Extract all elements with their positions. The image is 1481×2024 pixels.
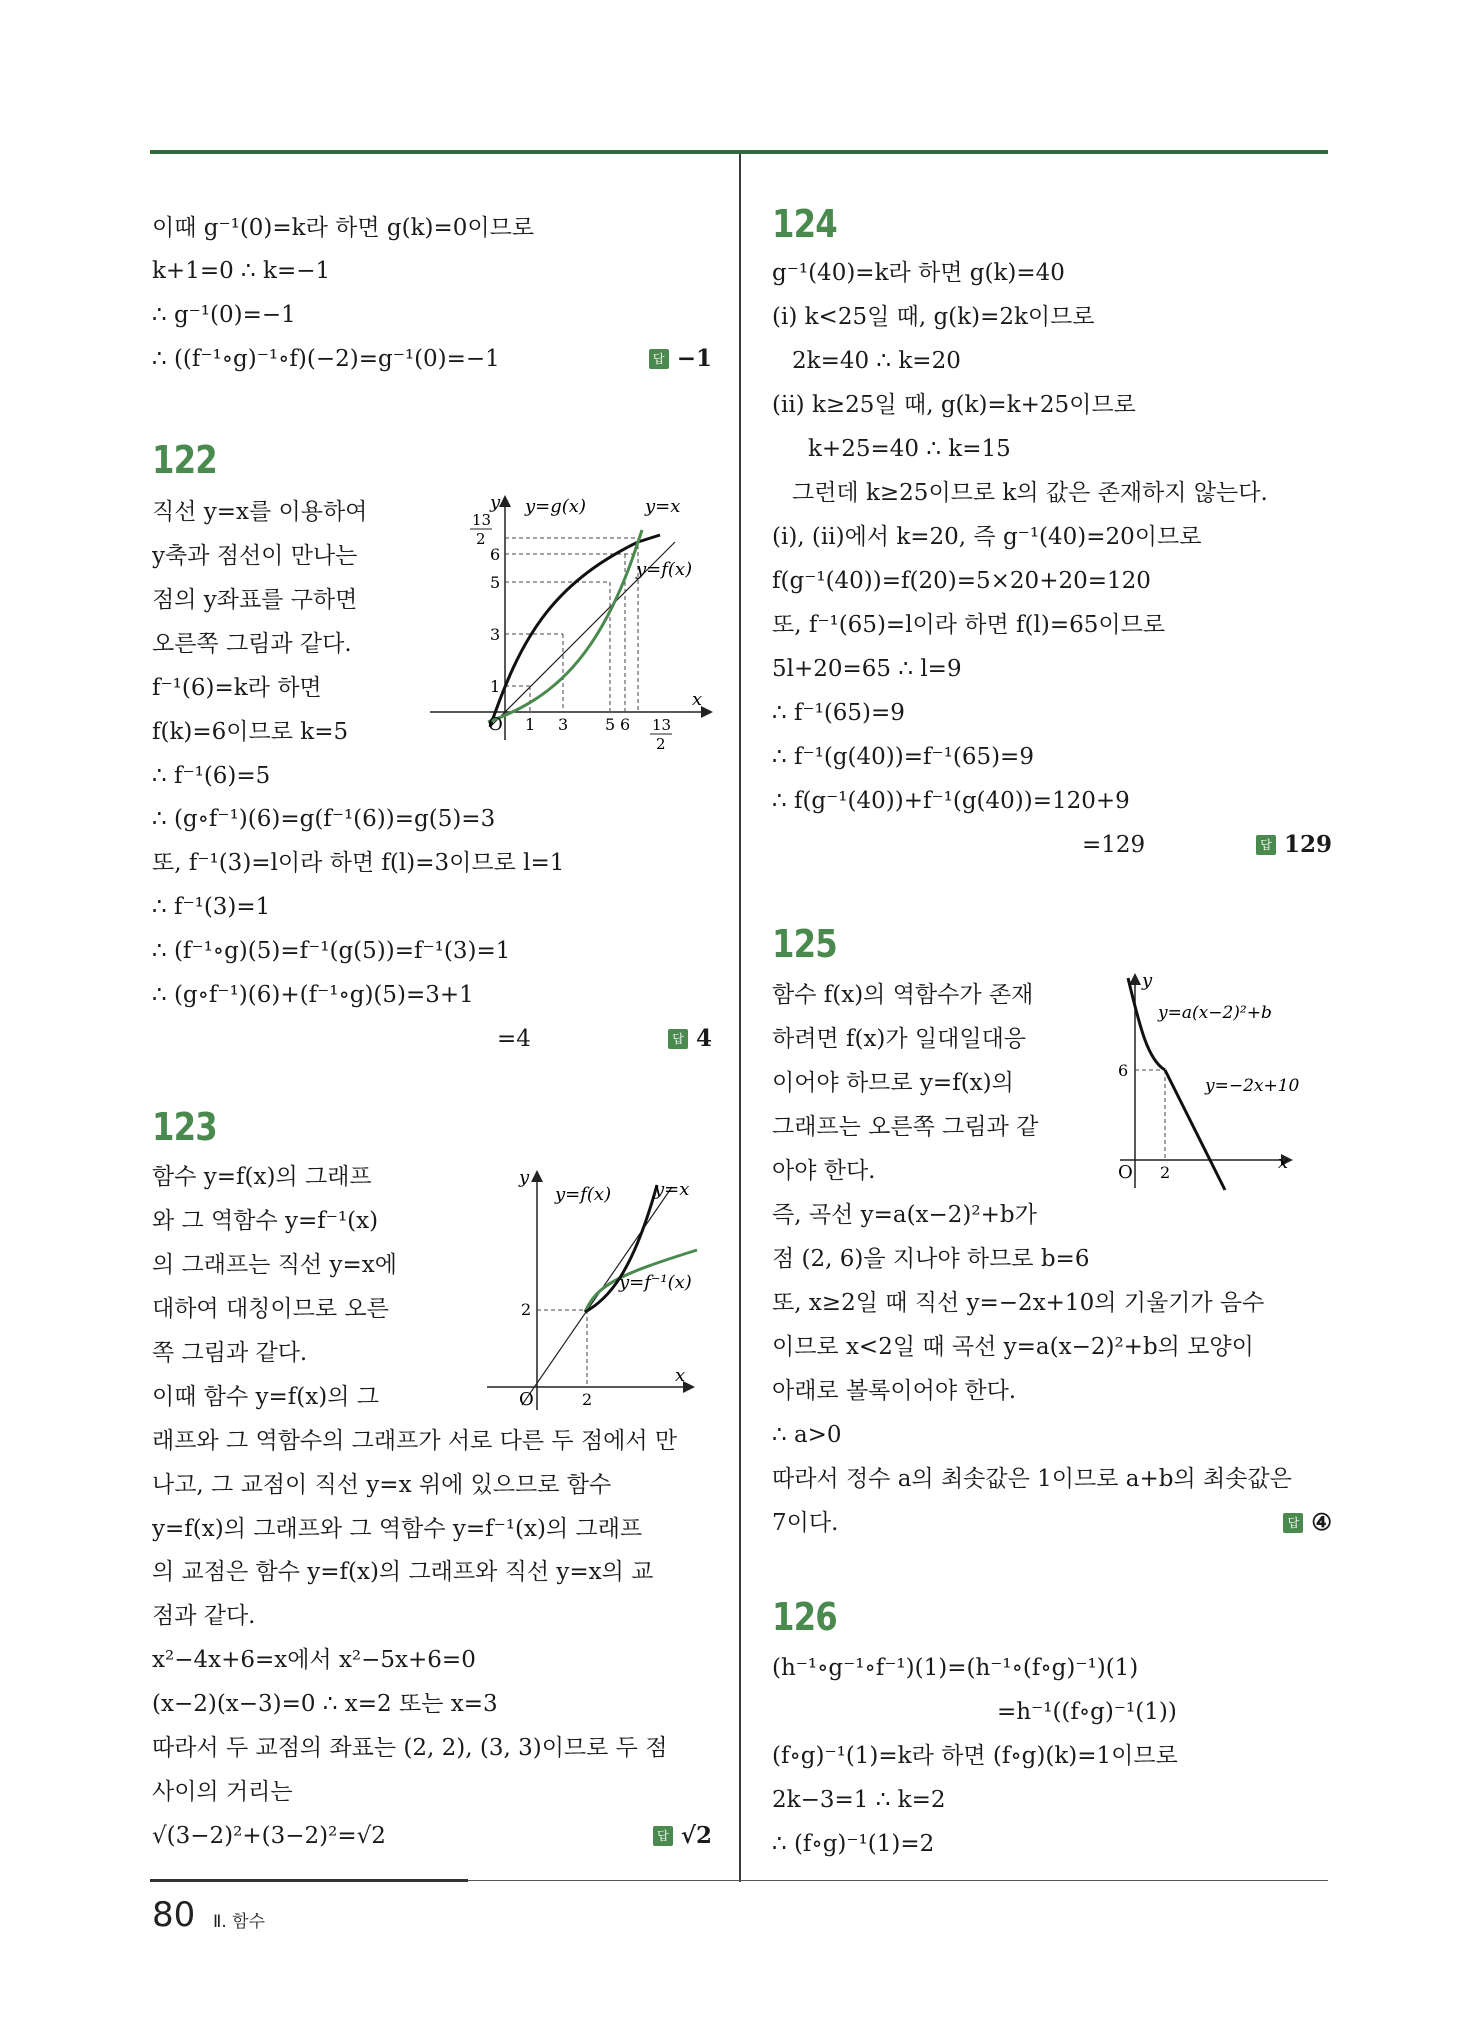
origin-label: O bbox=[519, 1389, 534, 1410]
graph-125 bbox=[1090, 968, 1330, 1203]
text-line: 아야 한다. bbox=[772, 1158, 876, 1184]
curve-g bbox=[490, 535, 660, 727]
svg-text:13: 13 bbox=[652, 716, 672, 734]
text-line: 점의 y좌표를 구하면 bbox=[152, 587, 358, 613]
answer-icon: 답 bbox=[668, 1029, 688, 1049]
y-axis-label: y bbox=[1142, 970, 1153, 991]
text-line: ∴ (f⁻¹∘g)(5)=f⁻¹(g(5))=f⁻¹(3)=1 bbox=[152, 938, 511, 964]
text-line: 함수 y=f(x)의 그래프 bbox=[152, 1164, 372, 1190]
answer-value: 4 bbox=[695, 1025, 712, 1052]
y-tick-2: 2 bbox=[521, 1300, 532, 1319]
text-line: 이때 함수 y=f(x)의 그 bbox=[152, 1384, 379, 1410]
text-line: 2k−3=1 ∴ k=2 bbox=[772, 1787, 946, 1813]
problem-number: 126 bbox=[772, 1595, 837, 1639]
text-line: ∴ f(g⁻¹(40))+f⁻¹(g(40))=120+9 bbox=[772, 788, 1130, 814]
y-axis-label: y bbox=[490, 492, 501, 513]
text-line: y축과 점선이 만나는 bbox=[152, 543, 358, 569]
curve-f bbox=[488, 530, 642, 722]
graph-123 bbox=[447, 1165, 717, 1415]
text-line: x²−4x+6=x에서 x²−5x+6=0 bbox=[152, 1647, 476, 1673]
y-tick-5: 5 bbox=[490, 573, 501, 592]
label-g: y=g(x) bbox=[525, 496, 586, 517]
y-axis-label: y bbox=[519, 1167, 530, 1188]
x-tick-5: 5 bbox=[605, 715, 616, 734]
x-tick-2: 2 bbox=[1160, 1163, 1171, 1182]
text-line: 이때 g⁻¹(0)=k라 하면 g(k)=0이므로 bbox=[152, 215, 535, 241]
text-line: ∴ a>0 bbox=[772, 1422, 842, 1448]
answer-icon: 답 bbox=[649, 349, 669, 369]
line-y-equals-x bbox=[522, 1187, 672, 1405]
text-line: 나고, 그 교점이 직선 y=x 위에 있으므로 함수 bbox=[152, 1472, 612, 1498]
y-tick-1: 1 bbox=[490, 677, 501, 696]
origin-label: O bbox=[1118, 1162, 1133, 1183]
chapter-label: Ⅱ. 함수 bbox=[213, 1912, 266, 1932]
text-line: 이어야 하므로 y=f(x)의 bbox=[772, 1070, 1014, 1096]
text-line: (f∘g)⁻¹(1)=k라 하면 (f∘g)(k)=1이므로 bbox=[772, 1743, 1178, 1769]
problem-number: 124 bbox=[772, 202, 837, 246]
text-line: (i), (ii)에서 k=20, 즉 g⁻¹(40)=20이므로 bbox=[772, 524, 1202, 550]
text-line: (i) k<25일 때, g(k)=2k이므로 bbox=[772, 304, 1095, 330]
answer-123 bbox=[653, 1821, 712, 1851]
text-line: =4 bbox=[497, 1026, 531, 1052]
text-line: 래프와 그 역함수의 그래프가 서로 다른 두 점에서 만 bbox=[152, 1428, 678, 1454]
text-line: 직선 y=x를 이용하여 bbox=[152, 499, 368, 525]
answer-value: 129 bbox=[1283, 831, 1332, 858]
text-line: ∴ f⁻¹(65)=9 bbox=[772, 700, 905, 726]
label-f: y=f(x) bbox=[636, 559, 693, 580]
label-y-equals-x: y=x bbox=[654, 1179, 690, 1200]
text-line: g⁻¹(40)=k라 하면 g(k)=40 bbox=[772, 260, 1065, 286]
text-line: ∴ ((f⁻¹∘g)⁻¹∘f)(−2)=g⁻¹(0)=−1 bbox=[152, 346, 500, 372]
label-parabola: y=a(x−2)²+b bbox=[1158, 1003, 1272, 1023]
label-line: y=−2x+10 bbox=[1205, 1076, 1300, 1096]
column-divider bbox=[739, 154, 741, 1882]
text-line: 점 (2, 6)을 지나야 하므로 b=6 bbox=[772, 1246, 1090, 1272]
text-line: 이므로 x<2일 때 곡선 y=a(x−2)²+b의 모양이 bbox=[772, 1334, 1254, 1360]
text-line: 쪽 그림과 같다. bbox=[152, 1340, 308, 1366]
text-line: √(3−2)²+(3−2)²=√2 bbox=[152, 1823, 386, 1849]
bottom-rule-accent bbox=[150, 1879, 468, 1882]
text-line: k+25=40 ∴ k=15 bbox=[808, 436, 1011, 462]
dashed-guides bbox=[1135, 1070, 1165, 1160]
text-line: k+1=0 ∴ k=−1 bbox=[152, 258, 331, 284]
text-line: (ii) k≥25일 때, g(k)=k+25이므로 bbox=[772, 392, 1136, 418]
x-tick-3: 3 bbox=[558, 715, 569, 734]
answer-icon: 답 bbox=[1283, 1513, 1303, 1533]
answer-121 bbox=[649, 344, 712, 374]
graph-122 bbox=[430, 490, 720, 750]
x-axis-label: x bbox=[692, 689, 703, 710]
text-line: 의 교점은 함수 y=f(x)의 그래프와 직선 y=x의 교 bbox=[152, 1559, 654, 1585]
label-f: y=f(x) bbox=[555, 1184, 612, 1205]
text-line: ∴ f⁻¹(g(40))=f⁻¹(65)=9 bbox=[772, 744, 1034, 770]
text-line: ∴ (g∘f⁻¹)(6)=g(f⁻¹(6))=g(5)=3 bbox=[152, 806, 496, 832]
text-line: (h⁻¹∘g⁻¹∘f⁻¹)(1)=(h⁻¹∘(f∘g)⁻¹)(1) bbox=[772, 1655, 1139, 1681]
text-line: 의 그래프는 직선 y=x에 bbox=[152, 1252, 397, 1278]
text-line: 즉, 곡선 y=a(x−2)²+b가 bbox=[772, 1202, 1037, 1228]
text-line: =129 bbox=[1082, 832, 1146, 858]
x-tick-6: 6 bbox=[620, 715, 631, 734]
y-fraction-13-2 bbox=[470, 511, 492, 548]
answer-124 bbox=[1256, 830, 1332, 860]
answer-122 bbox=[668, 1024, 712, 1054]
text-line: ∴ (g∘f⁻¹)(6)+(f⁻¹∘g)(5)=3+1 bbox=[152, 982, 474, 1008]
text-line: y=f(x)의 그래프와 그 역함수 y=f⁻¹(x)의 그래프 bbox=[152, 1516, 643, 1542]
y-tick-3: 3 bbox=[490, 625, 501, 644]
text-line: 또, f⁻¹(3)=l이라 하면 f(l)=3이므로 l=1 bbox=[152, 850, 565, 876]
answer-value: −1 bbox=[676, 345, 712, 372]
text-line: ∴ g⁻¹(0)=−1 bbox=[152, 302, 296, 328]
text-line: 점과 같다. bbox=[152, 1603, 256, 1629]
text-line: 대하여 대칭이므로 오른 bbox=[152, 1296, 389, 1322]
text-line: 또, f⁻¹(65)=l이라 하면 f(l)=65이므로 bbox=[772, 612, 1166, 638]
origin-label: O bbox=[488, 714, 503, 735]
text-line: 하려면 f(x)가 일대일대응 bbox=[772, 1026, 1027, 1052]
text-line: ∴ f⁻¹(6)=5 bbox=[152, 763, 271, 789]
text-line: ∴ f⁻¹(3)=1 bbox=[152, 894, 271, 920]
svg-text:2: 2 bbox=[476, 530, 486, 548]
text-line: f(g⁻¹(40))=f(20)=5×20+20=120 bbox=[772, 568, 1151, 594]
text-line: 또, x≥2일 때 직선 y=−2x+10의 기울기가 음수 bbox=[772, 1290, 1265, 1316]
text-line: =h⁻¹((f∘g)⁻¹(1)) bbox=[997, 1699, 1177, 1725]
curve-parabola bbox=[1128, 978, 1165, 1070]
text-line: f⁻¹(6)=k라 하면 bbox=[152, 675, 322, 701]
text-line: (x−2)(x−3)=0 ∴ x=2 또는 x=3 bbox=[152, 1691, 498, 1717]
text-line: 따라서 두 교점의 좌표는 (2, 2), (3, 3)이므로 두 점 bbox=[152, 1735, 668, 1761]
text-line: 7이다. bbox=[772, 1510, 839, 1536]
problem-number: 123 bbox=[152, 1105, 217, 1149]
svg-text:2: 2 bbox=[656, 735, 666, 750]
page-number: 80 bbox=[152, 1895, 196, 1935]
text-line: 그런데 k≥25이므로 k의 값은 존재하지 않는다. bbox=[792, 480, 1268, 506]
label-y-equals-x: y=x bbox=[645, 496, 681, 517]
dashed-guides bbox=[505, 538, 638, 712]
answer-icon: 답 bbox=[1256, 835, 1276, 855]
answer-icon: 답 bbox=[653, 1826, 673, 1846]
y-tick-6: 6 bbox=[1118, 1061, 1129, 1080]
text-line: 그래프는 오른쪽 그림과 같 bbox=[772, 1114, 1039, 1140]
text-line: 사이의 거리는 bbox=[152, 1779, 293, 1805]
answer-value: √2 bbox=[680, 1822, 712, 1849]
answer-value: ④ bbox=[1311, 1509, 1332, 1536]
text-line: 오른쪽 그림과 같다. bbox=[152, 631, 352, 657]
text-line: 따라서 정수 a의 최솟값은 1이므로 a+b의 최솟값은 bbox=[772, 1466, 1292, 1492]
problem-number: 122 bbox=[152, 438, 217, 482]
text-line: ∴ (f∘g)⁻¹(1)=2 bbox=[772, 1831, 935, 1857]
y-tick-6: 6 bbox=[490, 545, 501, 564]
text-line: 와 그 역함수 y=f⁻¹(x) bbox=[152, 1208, 379, 1234]
x-tick-2: 2 bbox=[582, 1390, 593, 1409]
problem-number: 125 bbox=[772, 922, 837, 966]
svg-text:13: 13 bbox=[472, 511, 492, 529]
text-line: 2k=40 ∴ k=20 bbox=[792, 348, 961, 374]
label-f-inverse: y=f⁻¹(x) bbox=[619, 1272, 692, 1293]
text-line: 함수 f(x)의 역함수가 존재 bbox=[772, 982, 1034, 1008]
text-line: 아래로 볼록이어야 한다. bbox=[772, 1378, 1017, 1404]
x-fraction-13-2 bbox=[650, 716, 672, 750]
text-line: f(k)=6이므로 k=5 bbox=[152, 719, 349, 745]
x-axis-label: x bbox=[675, 1365, 686, 1386]
text-line: 5l+20=65 ∴ l=9 bbox=[772, 656, 962, 682]
x-axis-label: x bbox=[1278, 1152, 1289, 1173]
answer-125 bbox=[1283, 1508, 1332, 1538]
x-tick-1: 1 bbox=[525, 715, 536, 734]
